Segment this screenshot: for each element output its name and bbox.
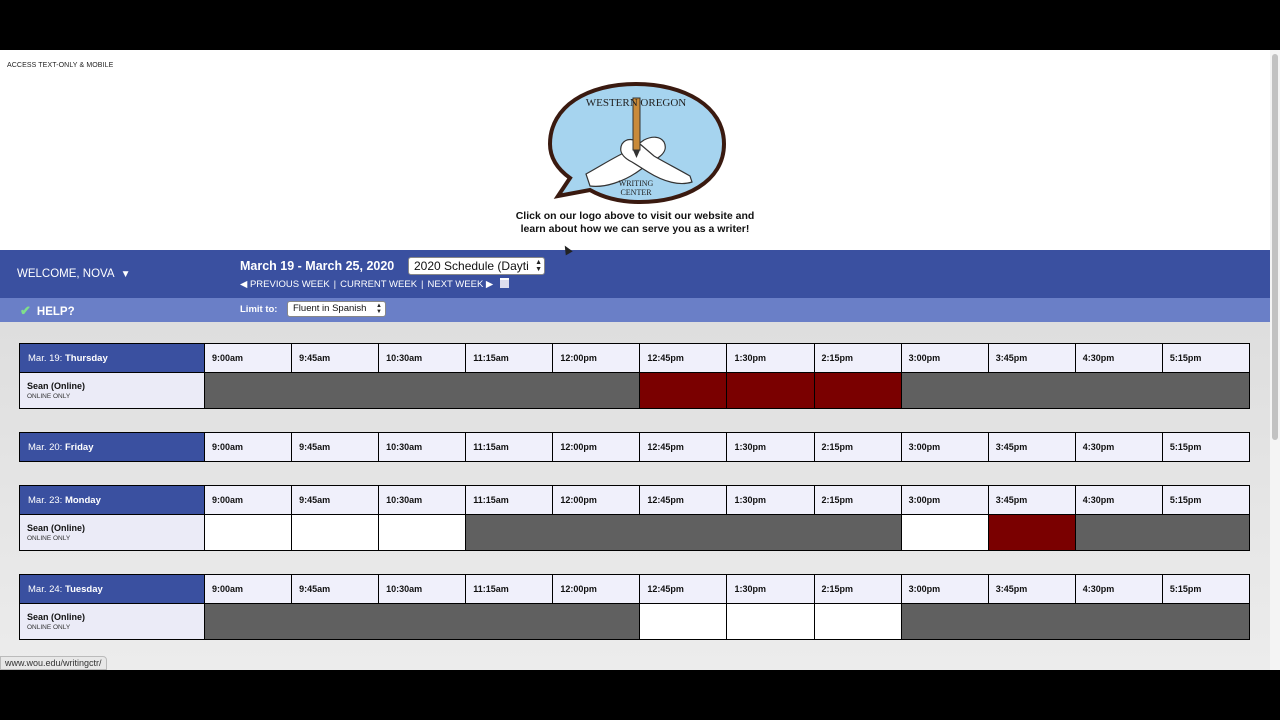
slot-open[interactable] <box>379 515 466 551</box>
checkmark-icon: ✔ <box>20 303 31 318</box>
logo-text-line1: WRITING <box>618 179 654 188</box>
tutor-name: Sean (Online) <box>27 381 86 391</box>
current-week-link[interactable]: CURRENT WEEK <box>340 279 418 290</box>
time-header: 10:30am <box>379 433 466 462</box>
time-header: 1:30pm <box>727 344 814 373</box>
logo-tagline <box>480 210 790 236</box>
schedule-select-value: 2020 Schedule (Dayti <box>414 259 529 273</box>
time-header-row <box>20 344 1250 373</box>
time-header: 10:30am <box>379 344 466 373</box>
slot-unavailable <box>901 604 1249 640</box>
day-label <box>20 486 205 515</box>
time-header: 12:00pm <box>553 433 640 462</box>
slot-open[interactable] <box>205 515 292 551</box>
previous-week-label: PREVIOUS WEEK <box>249 279 330 290</box>
logo-text-line2: CENTER <box>620 188 652 197</box>
tutor-name: Sean (Online) <box>27 523 86 533</box>
tutor-name: Sean (Online) <box>27 612 86 622</box>
day-weekday: Thursday <box>64 352 108 364</box>
tutor-cell <box>20 515 205 551</box>
time-header: 3:00pm <box>901 575 988 604</box>
schedule-nav-bar <box>0 250 1270 298</box>
link-status-bar: www.wou.edu/writingctr/ <box>0 656 107 670</box>
scrollbar-thumb[interactable] <box>1272 54 1278 440</box>
browser-viewport <box>0 50 1280 670</box>
time-header-row <box>20 433 1250 462</box>
week-navigation <box>240 278 509 290</box>
time-header: 3:45pm <box>988 575 1075 604</box>
tutor-row <box>20 373 1250 409</box>
user-menu[interactable] <box>17 268 130 280</box>
welcome-label: WELCOME, NOVA <box>17 268 115 280</box>
slot-unavailable <box>205 604 640 640</box>
tutor-note: ONLINE ONLY <box>27 535 71 542</box>
time-header: 9:00am <box>205 575 292 604</box>
slot-open[interactable] <box>727 604 814 640</box>
time-header: 1:30pm <box>727 433 814 462</box>
tutor-note: ONLINE ONLY <box>27 393 71 400</box>
next-week-link[interactable]: NEXT WEEK ▶ <box>427 279 494 290</box>
time-header: 2:15pm <box>814 575 901 604</box>
select-arrows-icon: ▲ ▼ <box>535 259 542 273</box>
time-header: 3:00pm <box>901 433 988 462</box>
slot-unavailable <box>466 515 901 551</box>
day-schedule-table <box>19 343 1250 409</box>
slot-open[interactable] <box>901 515 988 551</box>
slot-open[interactable] <box>292 515 379 551</box>
day-schedule-table <box>19 574 1250 640</box>
day-date: Mar. 23: <box>28 494 63 506</box>
tutor-cell <box>20 604 205 640</box>
time-header-row <box>20 575 1250 604</box>
tutor-cell <box>20 373 205 409</box>
time-header: 11:15am <box>466 575 553 604</box>
time-header: 4:30pm <box>1075 486 1162 515</box>
date-range-title: March 19 - March 25, 2020 <box>240 259 395 273</box>
time-header: 5:15pm <box>1162 344 1249 373</box>
time-header: 4:30pm <box>1075 433 1162 462</box>
time-header: 1:30pm <box>727 486 814 515</box>
time-header: 3:00pm <box>901 486 988 515</box>
logo-text-top: WESTERN OREGON <box>585 97 687 109</box>
time-header: 2:15pm <box>814 344 901 373</box>
time-header: 11:15am <box>466 433 553 462</box>
day-weekday: Monday <box>64 494 101 506</box>
slot-unavailable <box>901 373 1249 409</box>
calendar-icon[interactable] <box>500 278 509 288</box>
tutor-row <box>20 604 1250 640</box>
time-header: 12:45pm <box>640 344 727 373</box>
day-date: Mar. 20: <box>28 441 63 453</box>
day-date: Mar. 24: <box>28 583 63 595</box>
day-weekday: Tuesday <box>64 583 103 595</box>
slot-booked <box>988 515 1075 551</box>
time-header: 9:45am <box>292 344 379 373</box>
day-schedule-table <box>19 432 1250 462</box>
time-header: 9:45am <box>292 486 379 515</box>
time-header: 9:45am <box>292 575 379 604</box>
day-label <box>20 344 205 373</box>
access-text-only-link[interactable]: ACCESS TEXT-ONLY & MOBILE <box>7 62 114 69</box>
time-header: 10:30am <box>379 575 466 604</box>
previous-week-link[interactable]: ◀ PREVIOUS WEEK <box>240 279 330 290</box>
help-link[interactable] <box>20 303 75 319</box>
separator: | <box>333 279 337 290</box>
tutor-note: ONLINE ONLY <box>27 624 71 631</box>
time-header: 5:15pm <box>1162 575 1249 604</box>
day-date: Mar. 19: <box>28 352 63 364</box>
schedule-select[interactable] <box>408 257 545 275</box>
time-header: 2:15pm <box>814 433 901 462</box>
time-header: 3:45pm <box>988 486 1075 515</box>
slot-open[interactable] <box>814 604 901 640</box>
caret-down-icon: ▼ <box>120 269 131 280</box>
time-header: 12:45pm <box>640 575 727 604</box>
time-header: 11:15am <box>466 486 553 515</box>
time-header: 11:15am <box>466 344 553 373</box>
time-header: 3:45pm <box>988 344 1075 373</box>
separator: | <box>421 279 424 290</box>
time-header-row <box>20 486 1250 515</box>
limit-select-value: Fluent in Spanish <box>293 303 367 314</box>
time-header: 5:15pm <box>1162 486 1249 515</box>
time-header: 12:45pm <box>640 433 727 462</box>
time-header: 2:15pm <box>814 486 901 515</box>
vertical-scrollbar[interactable] <box>1270 50 1280 670</box>
time-header: 3:45pm <box>988 433 1075 462</box>
slot-booked <box>640 373 727 409</box>
slot-open[interactable] <box>640 604 727 640</box>
select-arrows-icon: ▲ ▼ <box>376 303 382 315</box>
logo-graphic <box>544 78 728 208</box>
slot-unavailable <box>1075 515 1249 551</box>
day-weekday: Friday <box>64 441 94 453</box>
time-header: 3:00pm <box>901 344 988 373</box>
next-week-label: NEXT WEEK <box>427 279 484 290</box>
tutor-row <box>20 515 1250 551</box>
help-bar <box>0 298 1270 322</box>
limit-select[interactable] <box>287 301 386 317</box>
writing-center-logo[interactable] <box>544 78 728 208</box>
day-schedule-table <box>19 485 1250 551</box>
time-header: 9:45am <box>292 433 379 462</box>
day-label <box>20 575 205 604</box>
time-header: 4:30pm <box>1075 344 1162 373</box>
time-header: 10:30am <box>379 486 466 515</box>
time-header: 12:00pm <box>553 575 640 604</box>
time-header: 4:30pm <box>1075 575 1162 604</box>
time-header: 12:00pm <box>553 344 640 373</box>
time-header: 12:45pm <box>640 486 727 515</box>
slot-booked <box>727 373 814 409</box>
time-header: 1:30pm <box>727 575 814 604</box>
time-header: 5:15pm <box>1162 433 1249 462</box>
time-header: 9:00am <box>205 344 292 373</box>
time-header: 9:00am <box>205 486 292 515</box>
limit-label: Limit to: <box>240 304 278 315</box>
time-header: 9:00am <box>205 433 292 462</box>
time-header: 12:00pm <box>553 486 640 515</box>
slot-booked <box>814 373 901 409</box>
tagline-line-1: Click on our logo above to visit our website and <box>515 210 755 222</box>
day-label <box>20 433 205 462</box>
slot-unavailable <box>205 373 640 409</box>
tagline-line-2: learn about how we can serve you as a writer! <box>520 223 750 235</box>
help-label: HELP? <box>36 306 75 318</box>
